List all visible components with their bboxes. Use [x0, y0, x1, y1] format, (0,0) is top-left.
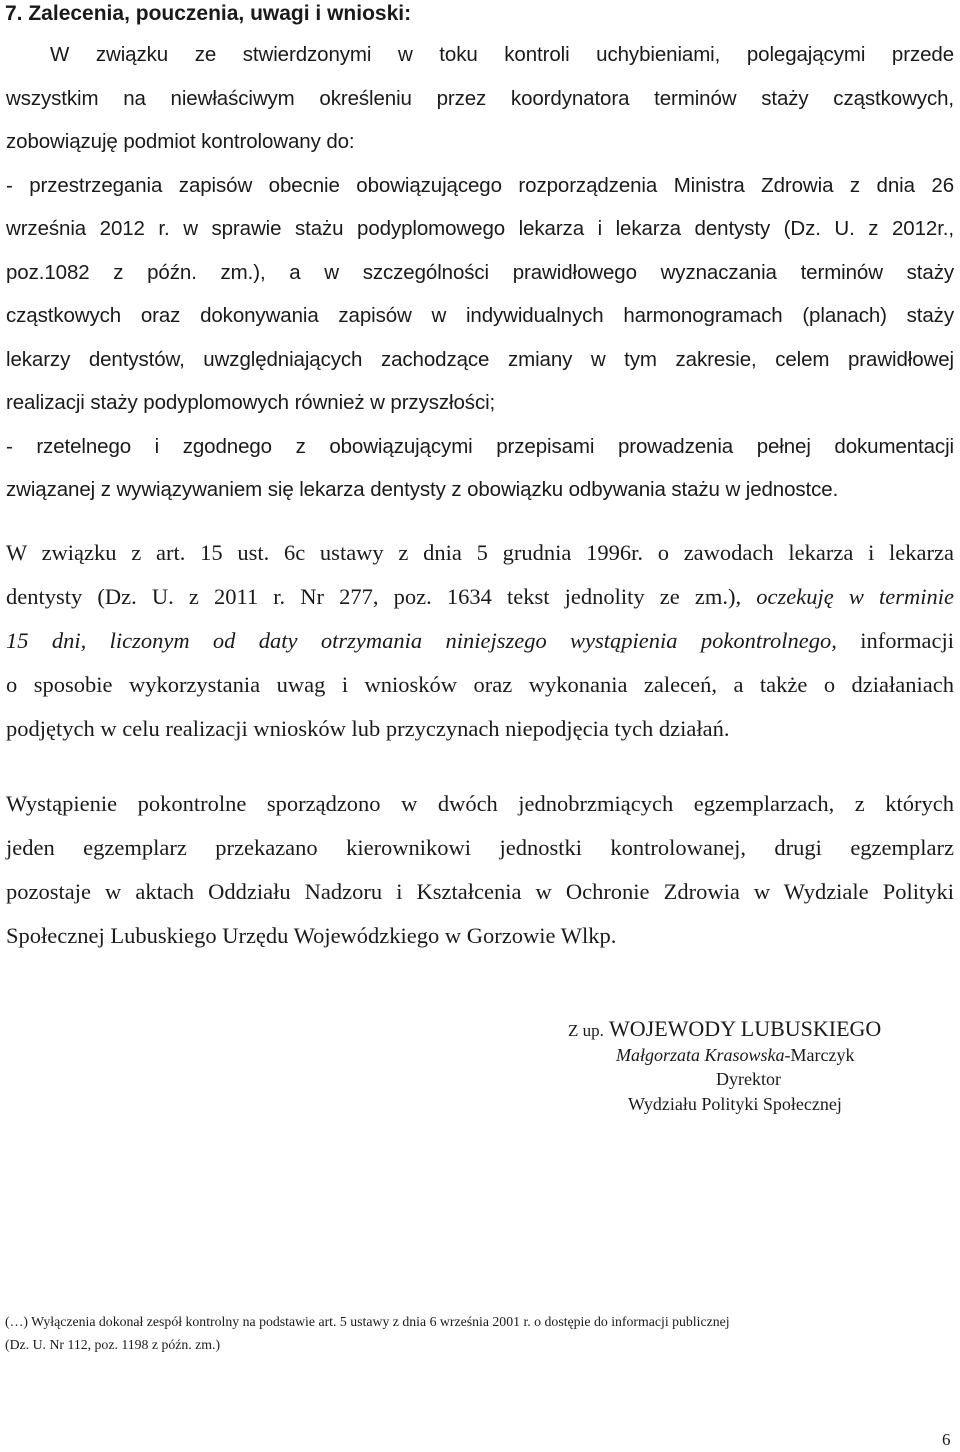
- paragraph-line: pozostaje w aktach Oddziału Nadzoru i Kształcenia w Ochronie Zdrowia w Wydziale Polityki: [6, 879, 954, 904]
- paragraph-line: związanej z wywiązywaniem się lekarza dentysty z obowiązku odbywania stażu w jednostce.: [6, 478, 839, 501]
- section-heading: 7. Zalecenia, pouczenia, uwagi i wnioski:: [5, 2, 412, 25]
- paragraph-line: Wystąpienie pokontrolne sporządzono w dwóch jednobrzmiących egzemplarzach, z których: [6, 791, 954, 816]
- paragraph-line: [6, 628, 954, 654]
- emphasis-text: oczekuję w terminie: [756, 584, 954, 609]
- paragraph-line: września 2012 r. w sprawie stażu podyplomowego lekarza i lekarza dentysty (Dz. U. z 2012r.,: [6, 217, 954, 240]
- signature-name: [616, 1045, 960, 1066]
- footnote-line: (Dz. U. Nr 112, poz. 1198 z późn. zm.): [5, 1337, 221, 1352]
- paragraph-line: W związku z art. 15 ust. 6c ustawy z dnia 5 grudnia 1996r. o zawodach lekarza i lekarza: [6, 540, 954, 565]
- paragraph-line: - rzetelnego i zgodnego z obowiązującymi przepisami prowadzenia pełnej dokumentacji: [6, 435, 954, 458]
- signature-authority: [568, 1016, 958, 1042]
- paragraph-line: lekarzy dentystów, uwzględniających zachodzące zmiany w tym zakresie, celem prawidłowej: [6, 348, 954, 371]
- paragraph-line: jeden egzemplarz przekazano kierownikowi jednostki kontrolowanej, drugi egzemplarz: [6, 835, 954, 860]
- paragraph-text: dentysty (Dz. U. z 2011 r. Nr 277, poz. 1634 tekst jednolity ze zm.),: [6, 584, 757, 609]
- paragraph-line: poz.1082 z późn. zm.), a w szczególności prawidłowego wyznaczania terminów staży: [6, 261, 954, 284]
- paragraph-line: cząstkowych oraz dokonywania zapisów w indywidualnych harmonogramach (planach) staży: [6, 304, 954, 327]
- paragraph-line: wszystkim na niewłaściwym określeniu przez koordynatora terminów staży cząstkowych,: [6, 87, 954, 110]
- paragraph-line: podjętych w celu realizacji wniosków lub przyczynach niepodjęcia tych działań.: [6, 716, 730, 741]
- paragraph-line: zobowiązuję podmiot kontrolowany do:: [6, 130, 355, 153]
- paragraph-line: realizacji staży podyplomowych również w przyszłości;: [6, 391, 496, 414]
- signature-authority-name: WOJEWODY LUBUSKIEGO: [609, 1016, 882, 1041]
- paragraph-line: [6, 584, 954, 610]
- paragraph-line: - przestrzegania zapisów obecnie obowiązującego rozporządzenia Ministra Zdrowia z dnia 26: [6, 174, 954, 197]
- signature-prefix: Z up.: [568, 1021, 604, 1040]
- signature-title: Dyrektor: [716, 1069, 781, 1089]
- paragraph-line: W związku ze stwierdzonymi w toku kontroli uchybieniami, polegającymi przede: [50, 43, 954, 66]
- signature-department: Wydziału Polityki Społecznej: [628, 1094, 842, 1114]
- paragraph-text: informacji: [836, 628, 954, 653]
- footnote-line: (…) Wyłączenia dokonał zespół kontrolny na podstawie art. 5 ustawy z dnia 6 września 2001 r. o dostępie do informacji publicznej: [5, 1314, 730, 1329]
- signature-name-italic: Małgorzata Krasowska: [616, 1045, 785, 1065]
- paragraph-line: Społecznej Lubuskiego Urzędu Wojewódzkiego w Gorzowie Wlkp.: [6, 923, 617, 948]
- signature-name-rest: -Marczyk: [784, 1045, 855, 1065]
- emphasis-text: 15 dni, liczonym od daty otrzymania niniejszego wystąpienia pokontrolnego,: [6, 628, 837, 653]
- paragraph-line: o sposobie wykorzystania uwag i wniosków oraz wykonania zaleceń, a także o działaniach: [6, 672, 954, 697]
- page-number: 6: [942, 1430, 951, 1449]
